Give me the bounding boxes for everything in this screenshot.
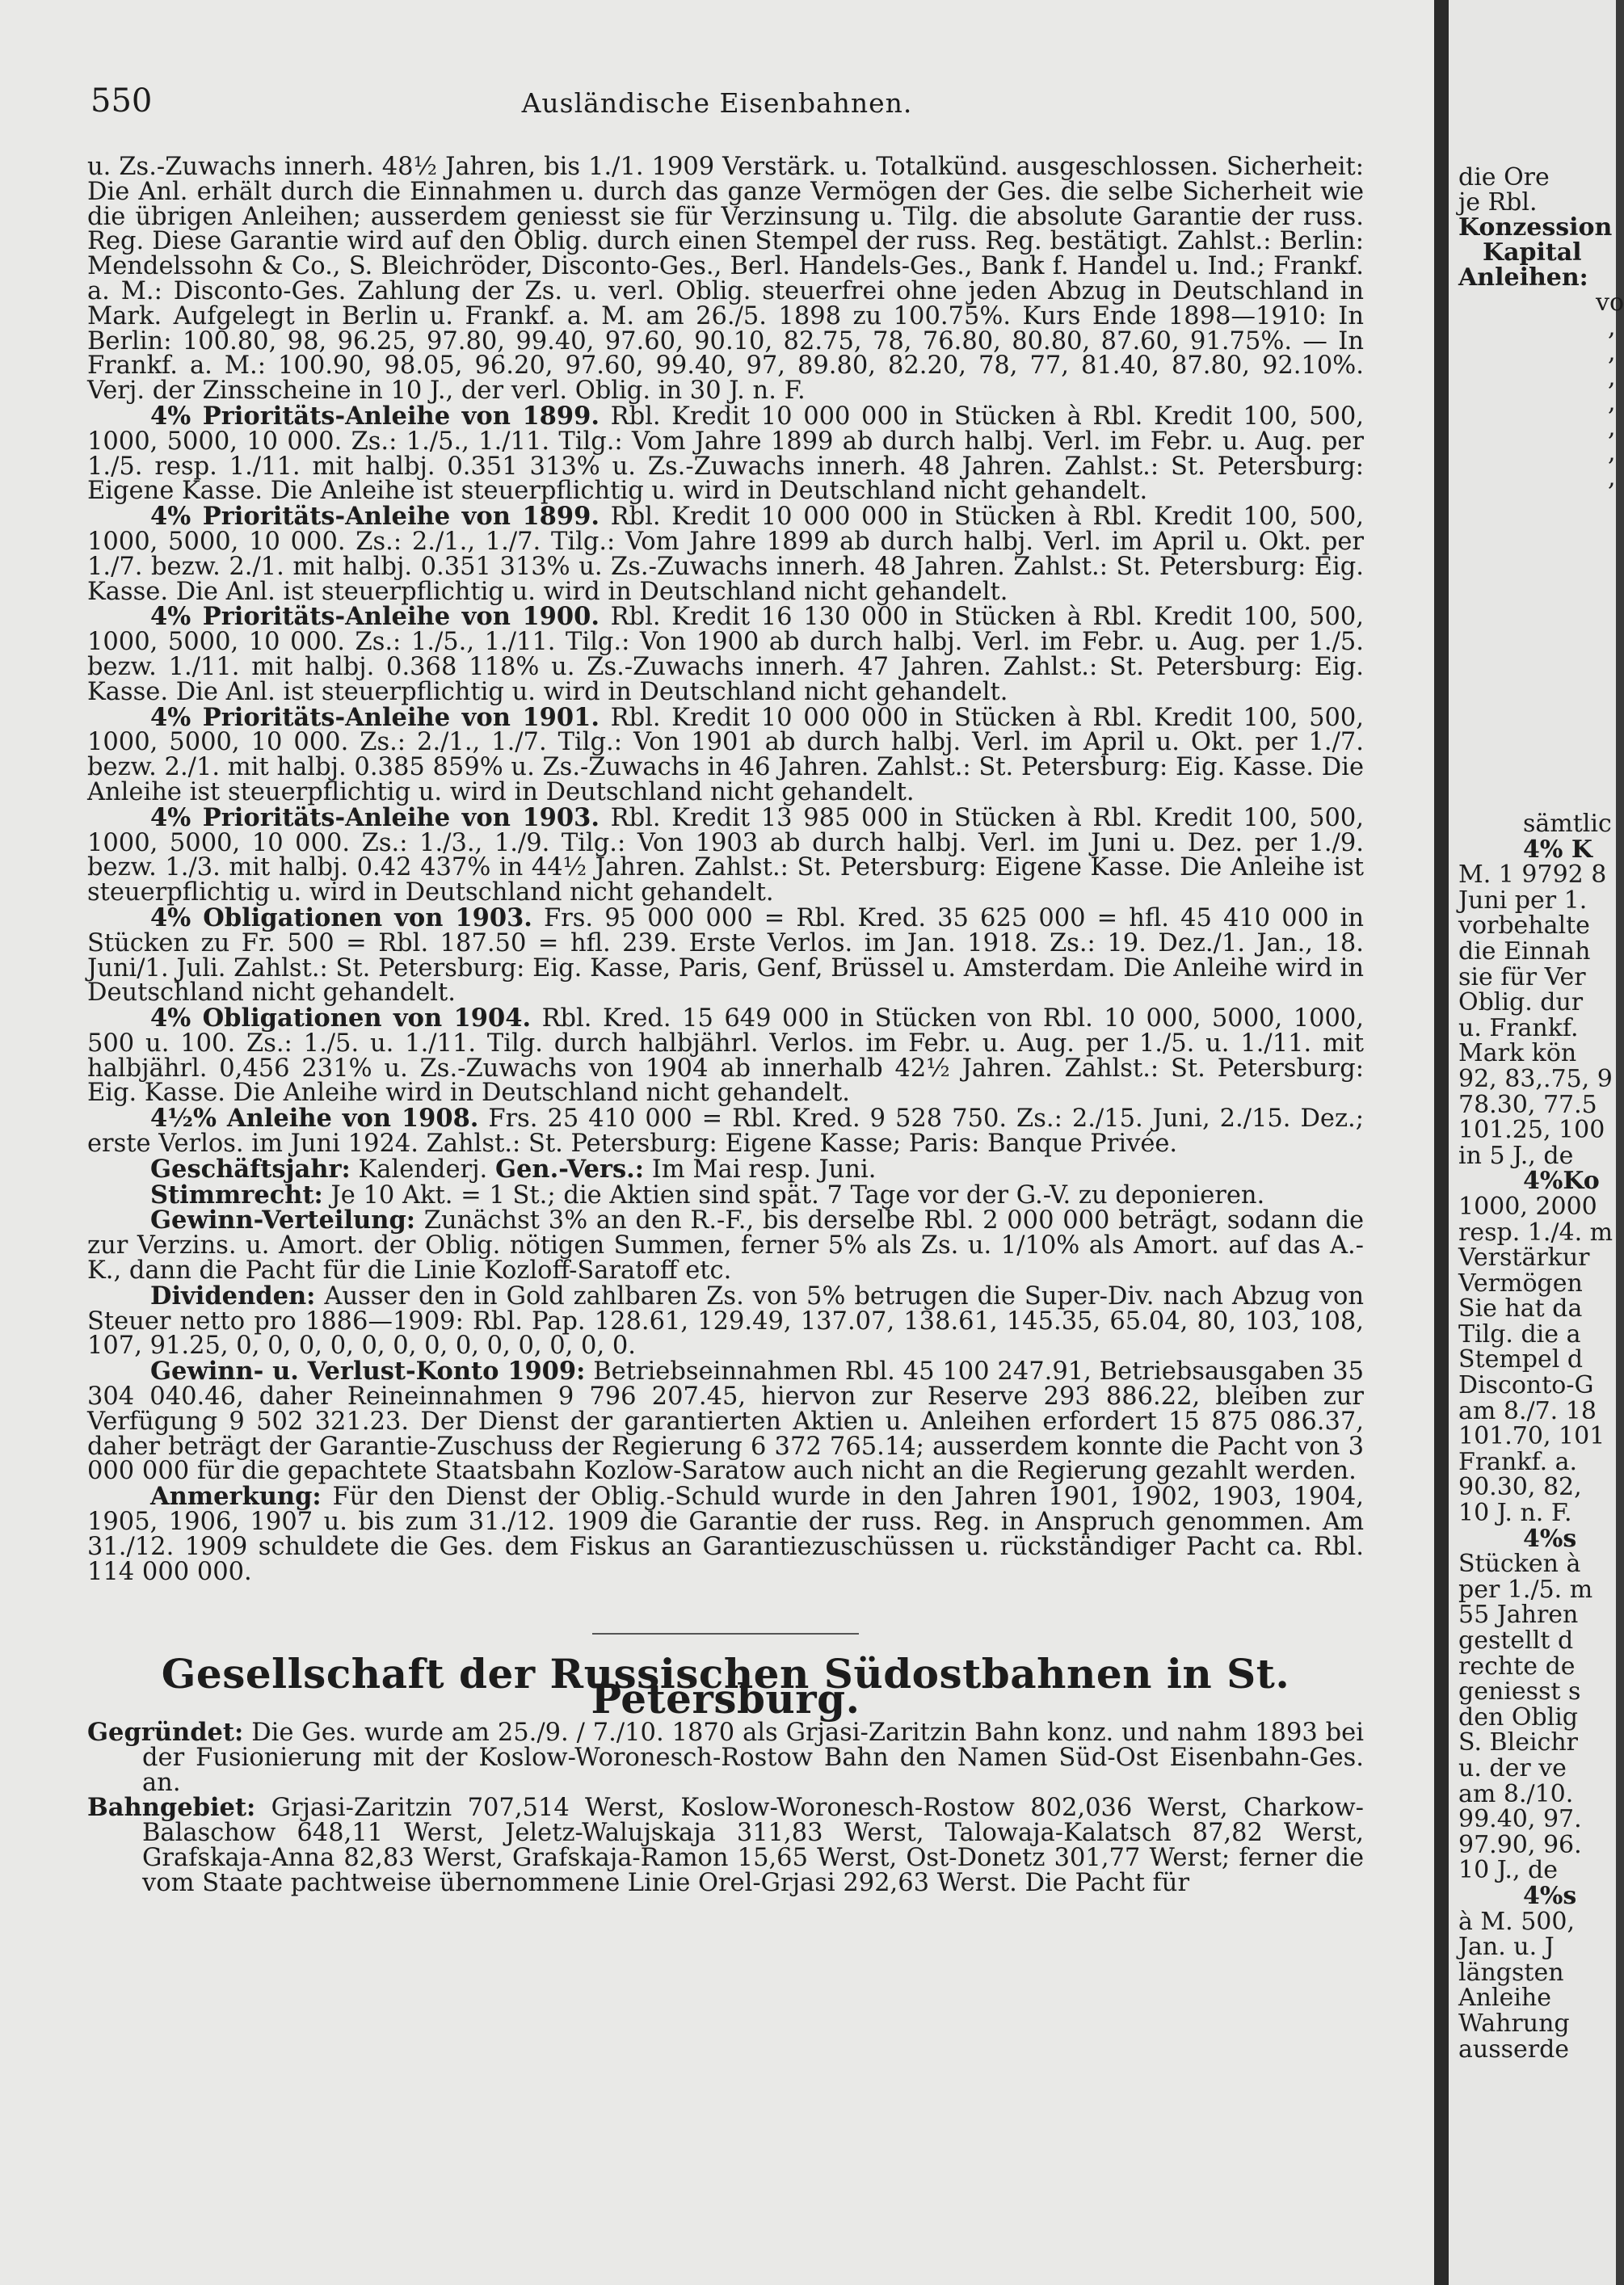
paragraph-oblig-1904 bbox=[87, 1006, 1364, 1106]
field-heading: Bahngebiet: bbox=[87, 1793, 256, 1823]
right-line: 1000, 2000 bbox=[1458, 1192, 1597, 1221]
page-number: 550 bbox=[90, 82, 153, 120]
right-line: die Ore bbox=[1458, 163, 1550, 191]
field-text: Betriebseinnahmen Rbl. 45 100 247.91, Betriebsausgaben 35 304 040.46, daher Reineinnahmen 9 796 207.45, hiervon zur Reserve 293 886.22, bleiben zur Verfügung 9 502 321.23. Der Dienst der garantierten Aktien u. Anleihen erfordert 15 875 086.37, daher beträgt der Garantie-Zuschuss der Regierung 6 372 765.14; ausserdem konnte die Pacht von 3 000 000 für die gepachtete Staatsbahn Kozlow-Saratow auch nicht an die Regierung gezahlt werden. bbox=[87, 1357, 1365, 1486]
paragraph-rail-area bbox=[87, 1795, 1364, 1896]
loan-text: Frs. 95 000 000 = Rbl. Kred. 35 625 000 = hfl. 45 410 000 in Stücken zu Fr. 500 = Rbl. 187.50 = hfl. 239. Erste Verlos. im Jan. 1918. Zs.: 19. Dez./1. Jan., 18. Juni/1. Juli. Zahlst.: St. Petersburg: Eig. Kasse, Paris, Genf, Brüssel u. Amsterdam. Die Anleihe wird in Deutschland nicht gehandelt. bbox=[87, 903, 1365, 1008]
right-line: am 8./7. 18 bbox=[1458, 1396, 1597, 1425]
right-line: 4%Ko bbox=[1523, 1167, 1600, 1196]
loan-text: Frs. 25 410 000 = Rbl. Kred. 9 528 750. Zs.: 2./15. Juni, 2./15. Dez.; erste Verlos. im Juni 1924. Zahlst.: St. Petersburg: Eigene Kasse; Paris: Banque Privée. bbox=[87, 1105, 1364, 1159]
field-text: Für den Dienst der Oblig.-Schuld wurde in den Jahren 1901, 1902, 1903, 1904, 1905, 1906, 1907 u. bis zum 31./12. 1909 die Garantie der russ. Reg. in Anspruch genommen. Am 31./12. 1909 schuldete die Ges. dem Fiskus an Garantiezuschüssen u. rückständiger Pacht ca. Rbl. 114 000 000. bbox=[87, 1483, 1364, 1586]
right-line: Sie hat da bbox=[1458, 1294, 1583, 1323]
right-line: 10 J. n. F. bbox=[1458, 1499, 1572, 1528]
right-line: 99.40, 97. bbox=[1458, 1805, 1582, 1834]
right-line: sämtlic bbox=[1523, 810, 1612, 838]
field-text: Im Mai resp. Juni. bbox=[651, 1155, 877, 1184]
right-line: 55 Jahren bbox=[1458, 1601, 1579, 1630]
right-line: Stücken à bbox=[1458, 1550, 1581, 1579]
right-line: Mark kön bbox=[1458, 1039, 1577, 1068]
paragraph-loan-1908 bbox=[87, 1106, 1364, 1157]
field-heading: Anmerkung: bbox=[150, 1482, 322, 1512]
right-line: 10 J., de bbox=[1458, 1856, 1558, 1885]
right-line: die Einnah bbox=[1458, 936, 1591, 966]
right-line: am 8./10. bbox=[1458, 1779, 1574, 1808]
right-line: je Rbl. bbox=[1458, 188, 1538, 217]
right-line: u. der ve bbox=[1458, 1753, 1567, 1782]
right-line: 4% K bbox=[1523, 835, 1592, 864]
right-line: u. Frankf. bbox=[1458, 1013, 1579, 1042]
right-line: Disconto-G bbox=[1458, 1371, 1594, 1400]
right-line: Stempel d bbox=[1458, 1345, 1584, 1374]
field-heading: Dividenden: bbox=[150, 1281, 316, 1311]
right-line: vo bbox=[1596, 288, 1624, 317]
right-line: ausserde bbox=[1458, 2035, 1570, 2064]
loan-heading: 4% Prioritäts-Anleihe von 1903. bbox=[150, 802, 600, 832]
right-line: geniesst s bbox=[1458, 1677, 1581, 1706]
paragraph-profit-distribution bbox=[87, 1206, 1364, 1286]
right-line: in 5 J., de bbox=[1458, 1141, 1574, 1170]
field-heading: Gewinn- u. Verlust-Konto 1909: bbox=[150, 1357, 586, 1387]
right-line: 92, 83,.75, 9 bbox=[1458, 1064, 1613, 1093]
right-line: Frankf. a. bbox=[1458, 1447, 1578, 1476]
paragraph-founded bbox=[87, 1720, 1364, 1795]
right-line: , bbox=[1608, 414, 1616, 442]
right-line: Jan. u. J bbox=[1458, 1933, 1555, 1962]
loan-heading: 4% Prioritäts-Anleihe von 1901. bbox=[150, 702, 600, 732]
paragraph-loan-1903 bbox=[87, 802, 1364, 907]
right-line: , bbox=[1608, 389, 1616, 417]
loan-heading: 4% Obligationen von 1903. bbox=[150, 903, 532, 932]
paragraph-loan-1901 bbox=[87, 702, 1364, 806]
right-line: 101.25, 100 bbox=[1458, 1116, 1605, 1145]
field-heading: Gen.-Vers.: bbox=[494, 1154, 645, 1184]
right-line: Anleihe bbox=[1458, 1984, 1552, 2013]
loan-heading: 4% Prioritäts-Anleihe von 1900. bbox=[150, 602, 600, 632]
loan-heading: 4½% Anleihe von 1908. bbox=[150, 1104, 479, 1134]
right-line: , bbox=[1608, 314, 1616, 342]
right-line: den Oblig bbox=[1458, 1702, 1579, 1732]
field-heading: Stimmrecht: bbox=[150, 1180, 323, 1210]
right-line: resp. 1./4. m bbox=[1458, 1218, 1613, 1247]
section-divider bbox=[592, 1633, 859, 1635]
paragraph-remark bbox=[87, 1484, 1364, 1584]
right-line: à M. 500, bbox=[1458, 1907, 1576, 1936]
right-line: 97.90, 96. bbox=[1458, 1830, 1582, 1859]
right-line: 101.70, 101 bbox=[1458, 1422, 1605, 1451]
paragraph-voting-right bbox=[87, 1180, 1364, 1210]
paragraph-oblig-1903 bbox=[87, 903, 1365, 1008]
loan-text: Rbl. Kredit 16 130 000 in Stücken à Rbl. Kredit 100, 500, 1000, 5000, 10 000. Zs.: 1./5., 1./11. Tilg.: Von 1900 ab durch halbj. Verl. im Febr. u. Aug. per 1./5. bezw. 1./11. mit halbj. 0.368 118% u. Zs.-Zuwachs innerh. 47 Jahren. Zahlst.: St. Petersburg: Eig. Kasse. Die Anl. ist steuerpflichtig u. wird in Deutschland nicht gehandelt. bbox=[87, 603, 1364, 706]
loan-text: Rbl. Kredit 10 000 000 in Stücken à Rbl. Kredit 100, 500, 1000, 5000, 10 000. Zs.: 2./1., 1./7. Tilg.: Vom Jahre 1899 ab durch halbj. Verl. im April u. Okt. per 1./7. bezw. 2./1. mit halbj. 0.351 313% u. Zs.-Zuwachs innerh. 48 Jahren. Zahlst.: St. Petersburg: Eig. Kasse. Die Anl. ist steuerpflichtig u. wird in Deutschland nicht gehandelt. bbox=[87, 503, 1364, 606]
right-line: 78.30, 77.5 bbox=[1458, 1090, 1597, 1119]
main-text bbox=[87, 155, 1364, 1896]
right-line: 4%s bbox=[1523, 1881, 1577, 1910]
paragraph-dividends bbox=[87, 1281, 1364, 1361]
right-line: M. 1 9792 8 bbox=[1458, 861, 1607, 890]
running-title: Ausländische Eisenbahnen. bbox=[521, 87, 913, 119]
field-text: Je 10 Akt. = 1 St.; die Aktien sind spät. 7 Tage vor der G.-V. zu deponieren. bbox=[330, 1180, 1265, 1210]
field-heading: Geschäftsjahr: bbox=[150, 1154, 351, 1184]
loan-heading: 4% Obligationen von 1904. bbox=[150, 1004, 532, 1033]
right-line: 4%s bbox=[1523, 1524, 1577, 1553]
field-text: Grjasi-Zaritzin 707,514 Werst, Koslow-Woronesch-Rostow 802,036 Werst, Charkow-Balaschow 648,11 Werst, Jeletz-Walujskaja 311,83 Werst, Talowaja-Kalatsch 87,82 Werst, Grafskaja-Anna 82,83 Werst, Grafskaja-Ramon 15,65 Werst, Ost-Donetz 301,77 Werst; ferner die vom Staate pachtweise übernommene Linie Orel-Grjasi 292,63 Werst. Die Pacht für bbox=[142, 1794, 1364, 1897]
field-text: Kalenderj. bbox=[358, 1155, 488, 1184]
section-title: Gesellschaft der Russischen Südostbahnen in St. Petersburg. bbox=[161, 1650, 1290, 1723]
right-line: vorbehalte bbox=[1458, 911, 1590, 941]
loan-text: Rbl. Kred. 15 649 000 in Stücken von Rbl. 10 000, 5000, 1000, 500 u. 100. Zs.: 1./5. u. 1./11. Tilg. durch halbjährl. Verlos. im Febr. u. Aug. per 1./5. u. 1./11. mit halbjährl. 0,456 231% u. Zs.-Zuwachs von 1904 ab innerhalb 42½ Jahren. Zahlst.: St. Petersburg: Eig. Kasse. Die Anleihe wird in Deutschland nicht gehandelt. bbox=[87, 1004, 1365, 1108]
right-line: gestellt d bbox=[1458, 1626, 1574, 1655]
right-line: Anleihen: bbox=[1458, 263, 1588, 292]
right-line: S. Bleichr bbox=[1458, 1728, 1579, 1757]
right-line: Juni per 1. bbox=[1458, 886, 1588, 915]
loan-heading: 4% Prioritäts-Anleihe von 1899. bbox=[150, 401, 600, 431]
field-heading: Gegründet: bbox=[87, 1718, 244, 1748]
right-line: , bbox=[1608, 464, 1616, 492]
right-line: rechte de bbox=[1458, 1652, 1576, 1681]
right-line: Wahrung bbox=[1458, 2009, 1570, 2038]
field-text: Zunächst 3% an den R.-F., bis derselbe Rbl. 2 000 000 beträgt, sodann die zur Verzins. u. Amort. der Oblig. nötigen Summen, ferner 5% als Zs. u. 1/10% als Amort. auf das A.-K., dann die Pacht für die Linie Kozloff-Saratoff etc. bbox=[87, 1206, 1364, 1286]
loan-heading: 4% Prioritäts-Anleihe von 1899. bbox=[150, 502, 600, 532]
paragraph-loan-1899a bbox=[87, 401, 1364, 506]
field-text: Ausser den in Gold zahlbaren Zs. von 5% betrugen die Super-Div. nach Abzug von Steuer netto pro 1886—1909: Rbl. Pap. 128.61, 129.49, 137.07, 138.61, 145.35, 65.04, 80, 103, 108, 107, 91.25, 0, 0, 0, 0, 0, 0, 0, 0, 0, 0, 0, 0, 0. bbox=[87, 1281, 1364, 1361]
right-line: , bbox=[1608, 364, 1616, 392]
right-line: Vermögen bbox=[1458, 1269, 1583, 1298]
paragraph-profit-loss bbox=[87, 1359, 1364, 1484]
loan-text: Rbl. Kredit 10 000 000 in Stücken à Rbl. Kredit 100, 500, 1000, 5000, 10 000. Zs.: 1./5., 1./11. Tilg.: Vom Jahre 1899 ab durch halbj. Verl. im Febr. u. Aug. per 1./5. resp. 1./11. mit halbj. 0.351 313% u. Zs.-Zuwachs innerh. 48 Jahren. Zahlst.: St. Petersburg: Eigene Kasse. Die Anleihe ist steuerpflichtig u. wird in Deutschland nicht gehandelt. bbox=[87, 402, 1364, 506]
paragraph-business-year bbox=[87, 1154, 1364, 1184]
loan-text: Rbl. Kredit 10 000 000 in Stücken à Rbl. Kredit 100, 500, 1000, 5000, 10 000. Zs.: 2./1., 1./7. Tilg.: Von 1901 ab durch halbj. Verl. im April u. Okt. per 1./7. bezw. 2./1. mit halbj. 0.385 859% u. Zs.-Zuwachs in 46 Jahren. Zahlst.: St. Petersburg: Eig. Kasse. Die Anleihe ist steuerpflichtig u. wird in Deutschland nicht gehandelt. bbox=[87, 703, 1364, 806]
paragraph-loan-1899b bbox=[87, 504, 1364, 604]
paragraph-loan-1900 bbox=[87, 604, 1364, 705]
right-line: 90.30, 82, bbox=[1458, 1473, 1582, 1502]
right-line: Kapital bbox=[1483, 238, 1582, 267]
right-line: Verstärkur bbox=[1458, 1243, 1590, 1273]
field-heading: Gewinn-Verteilung: bbox=[150, 1206, 416, 1235]
loan-text: Rbl. Kredit 13 985 000 in Stücken à Rbl. Kredit 100, 500, 1000, 5000, 10 000. Zs.: 1./3., 1./9. Tilg.: Von 1903 ab durch halbj. Verl. im Juni u. Dez. per 1./9. bezw. 1./3. mit halbj. 0.42 437% in 44½ Jahren. Zahlst.: St. Petersburg: Eigene Kasse. Die Anleihe ist steuerpflichtig u. wird in Deutschland nicht gehandelt. bbox=[87, 803, 1364, 907]
right-column-top bbox=[1458, 163, 1624, 492]
right-line: sie für Ver bbox=[1458, 962, 1586, 991]
right-line: , bbox=[1608, 339, 1616, 367]
right-column-lower bbox=[1458, 811, 1620, 2062]
right-line: per 1./5. m bbox=[1458, 1575, 1593, 1604]
paragraph-security: u. Zs.-Zuwachs innerh. 48½ Jahren, bis 1./1. 1909 Verstärk. u. Totalkünd. ausgeschlossen. Sicherheit: Die Anl. erhält durch die Einnahmen u. durch das ganze Vermögen der Ges. die selbe Sicherheit wie die übrigen Anleihen; ausserdem geniesst sie für Verzinsung u. Tilg. die absolute Garantie der russ. Reg. Diese Garantie wird auf den Oblig. durch einen Stempel der russ. Reg. bestätigt. Zahlst.: Berlin: Mendelssohn & Co., S. Bleichröder, Disconto-Ges., Berl. Handels-Ges., Bank f. Handel u. Ind.; Frankf. a. M.: Disconto-Ges. Zahlung der Zs. u. verl. Oblig. steuerfrei ohne jeden Abzug in Deutschland in Mark. Aufgelegt in Berlin u. Frankf. a. M. am 26./5. 1898 zu 100.75%. Kurs Ende 1898—1910: In Berlin: 100.80, 98, 96.25, 97.80, 99.40, 97.60, 90.10, 82.75, 78, 76.80, 80.80, 87.60, 91.75%. — In Frankf. a. M.: 100.90, 98.05, 96.20, 97.60, 99.40, 97, 89.80, 82.20, 78, 77, 81.40, 87.80, 92.10%. Verj. der Zinsscheine in 10 J., der verl. Oblig. in 30 J. n. F. bbox=[87, 153, 1364, 406]
page-gutter bbox=[1434, 0, 1449, 2285]
field-text: Die Ges. wurde am 25./9. / 7./10. 1870 als Grjasi-Zaritzin Bahn konz. und nahm 1893 bei der Fusionierung mit der Koslow-Woronesch-Rostow Bahn den Namen Süd-Ost Eisenbahn-Ges. an. bbox=[142, 1719, 1364, 1797]
right-line: Konzession bbox=[1458, 213, 1613, 242]
right-line: längsten bbox=[1458, 1958, 1564, 1987]
right-line: Oblig. dur bbox=[1458, 988, 1584, 1017]
right-line: , bbox=[1608, 439, 1616, 467]
right-line: Tilg. die a bbox=[1458, 1319, 1581, 1349]
